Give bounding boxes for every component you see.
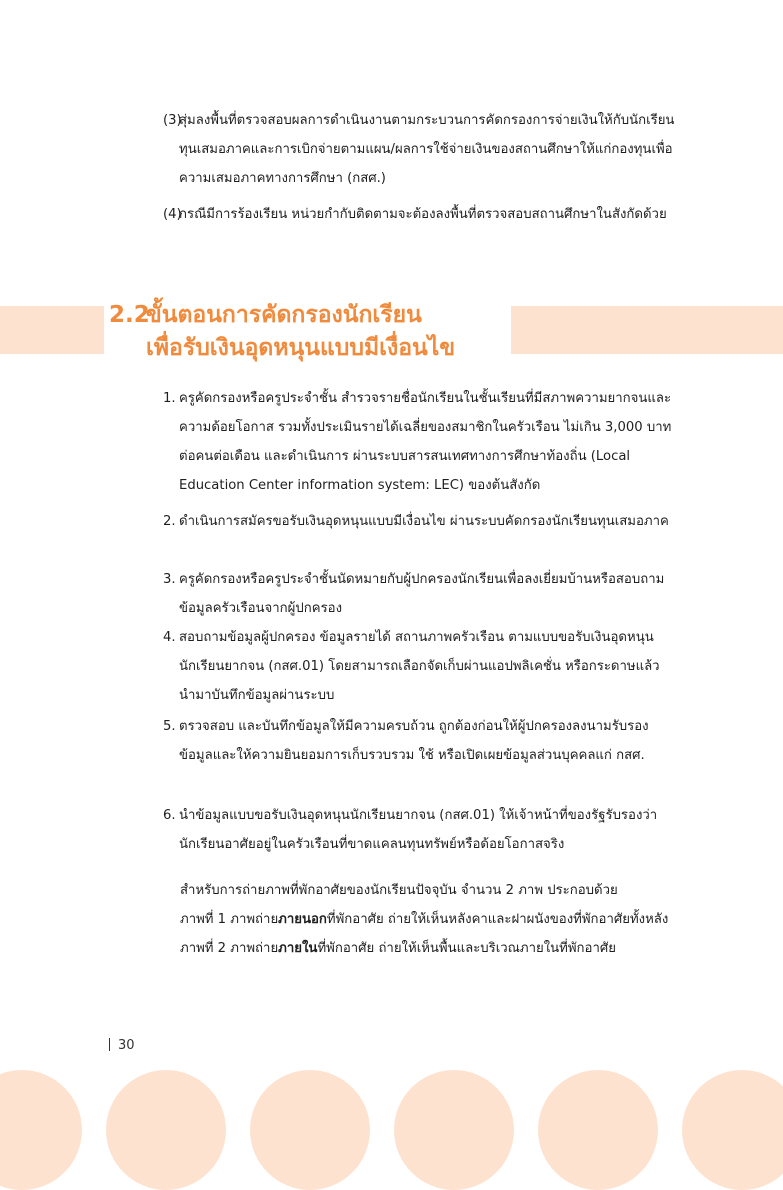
photo-note-intro: สำหรับการถ่ายภาพที่พักอาศัยของนักเรียนปัจจุบัน จำนวน 2 ภาพ ประกอบด้วย (180, 883, 618, 898)
section-number: 2.2 (109, 302, 150, 328)
list-item (163, 200, 675, 229)
step-number: 6. (163, 808, 176, 823)
page-number-value: 30 (118, 1038, 135, 1053)
item-number: (4) (163, 207, 182, 222)
step-number: 3. (163, 572, 176, 587)
step-text: สอบถามข้อมูลผู้ปกครอง ข้อมูลรายได้ สถานภาพครัวเรือน ตามแบบขอรับเงินอุดหนุนนักเรียนยากจน (กสศ.01) โดยสามารถเลือกจัดเก็บผ่านแอปพลิเคชั่น หรือกระดาษแล้วนำมาบันทึกข้อมูลผ่านระบบ (179, 630, 660, 703)
page-number (109, 1038, 135, 1053)
step-text: ครูคัดกรองหรือครูประจำชั้น สำรวจรายชื่อนักเรียนในชั้นเรียนที่มีสภาพความยากจนและความด้อยโอกาส รวมทั้งประเมินรายได้เฉลี่ยของสมาชิกในครัวเรือน ไม่เกิน 3,000 บาทต่อคนต่อเดือน และดำเนินการ ผ่านระบบสารสนเทศทางการศึกษาท้องถิ่น (Local Education Center information system: LEC) ของต้นสังกัด (179, 391, 672, 493)
step-text: นำข้อมูลแบบขอรับเงินอุดหนุนนักเรียนยากจน (กสศ.01) ให้เจ้าหน้าที่ของรัฐรับรองว่านักเรียนอาศัยอยู่ในครัวเรือนที่ขาดแคลนทุนทรัพย์หรือด้อยโอกาสจริง (179, 808, 658, 852)
photo-2-line (180, 934, 676, 963)
photo-2-suffix: ที่พักอาศัย ถ่ายให้เห็นพื้นและบริเวณภายในที่พักอาศัย (317, 941, 616, 956)
step-number: 1. (163, 391, 176, 406)
item-text: สุ่มลงพื้นที่ตรวจสอบผลการดำเนินงานตามกระบวนการคัดกรองการจ่ายเงินให้กับนักเรียนทุนเสมอภาคและการเบิกจ่ายตามแผน/ผลการใช้จ่ายเงินของสถานศึกษาให้แก่กองทุนเพื่อความเสมอภาคทางการศึกษา (กสศ.) (179, 113, 675, 186)
heading-band-left (0, 306, 104, 354)
step-text: ครูคัดกรองหรือครูประจำชั้นนัดหมายกับผู้ปกครองนักเรียนเพื่อลงเยี่ยมบ้านหรือสอบถามข้อมูลครัวเรือนจากผู้ปกครอง (179, 572, 665, 616)
decor-circle (0, 1070, 82, 1190)
step-item (163, 712, 675, 770)
photo-2-emphasis: ภายใน (278, 941, 318, 956)
section-title-line2: เพื่อรับเงินอุดหนุนแบบมีเงื่อนไข (146, 335, 456, 361)
photo-note (180, 876, 676, 963)
step-number: 2. (163, 514, 176, 529)
page-number-divider (109, 1038, 110, 1051)
step-item (163, 801, 675, 859)
step-item (163, 507, 675, 536)
item-text: กรณีมีการร้องเรียน หน่วยกำกับติดตามจะต้องลงพื้นที่ตรวจสอบสถานศึกษาในสังกัดด้วย (179, 207, 667, 222)
photo-1-suffix: ที่พักอาศัย ถ่ายให้เห็นหลังคาและฝาผนังของที่พักอาศัยทั้งหลัง (326, 912, 669, 927)
decor-circle (106, 1070, 226, 1190)
decor-circle (682, 1070, 783, 1190)
photo-1-prefix: ภาพที่ 1 ภาพถ่าย (180, 912, 279, 927)
decor-circle (538, 1070, 658, 1190)
step-number: 5. (163, 719, 176, 734)
step-item (163, 384, 675, 500)
step-item (163, 565, 675, 623)
list-item (163, 106, 675, 193)
decor-circle (250, 1070, 370, 1190)
section-title-line1: ขั้นตอนการคัดกรองนักเรียน (146, 302, 422, 328)
step-text: ตรวจสอบ และบันทึกข้อมูลให้มีความครบถ้วน ถูกต้องก่อนให้ผู้ปกครองลงนามรับรองข้อมูลและให้ความยินยอมการเก็บรวบรวม ใช้ หรือเปิดเผยข้อมูลส่วนบุคคลแก่ กสศ. (179, 719, 649, 763)
decor-circle (394, 1070, 514, 1190)
photo-1-line (180, 905, 676, 934)
step-item (163, 623, 675, 710)
photo-2-prefix: ภาพที่ 2 ภาพถ่าย (180, 941, 279, 956)
heading-band-right (511, 306, 783, 354)
step-text: ดำเนินการสมัครขอรับเงินอุดหนุนแบบมีเงื่อนไข ผ่านระบบคัดกรองนักเรียนทุนเสมอภาค (179, 514, 669, 529)
item-number: (3) (163, 113, 182, 128)
photo-1-emphasis: ภายนอก (278, 912, 327, 927)
step-number: 4. (163, 630, 176, 645)
